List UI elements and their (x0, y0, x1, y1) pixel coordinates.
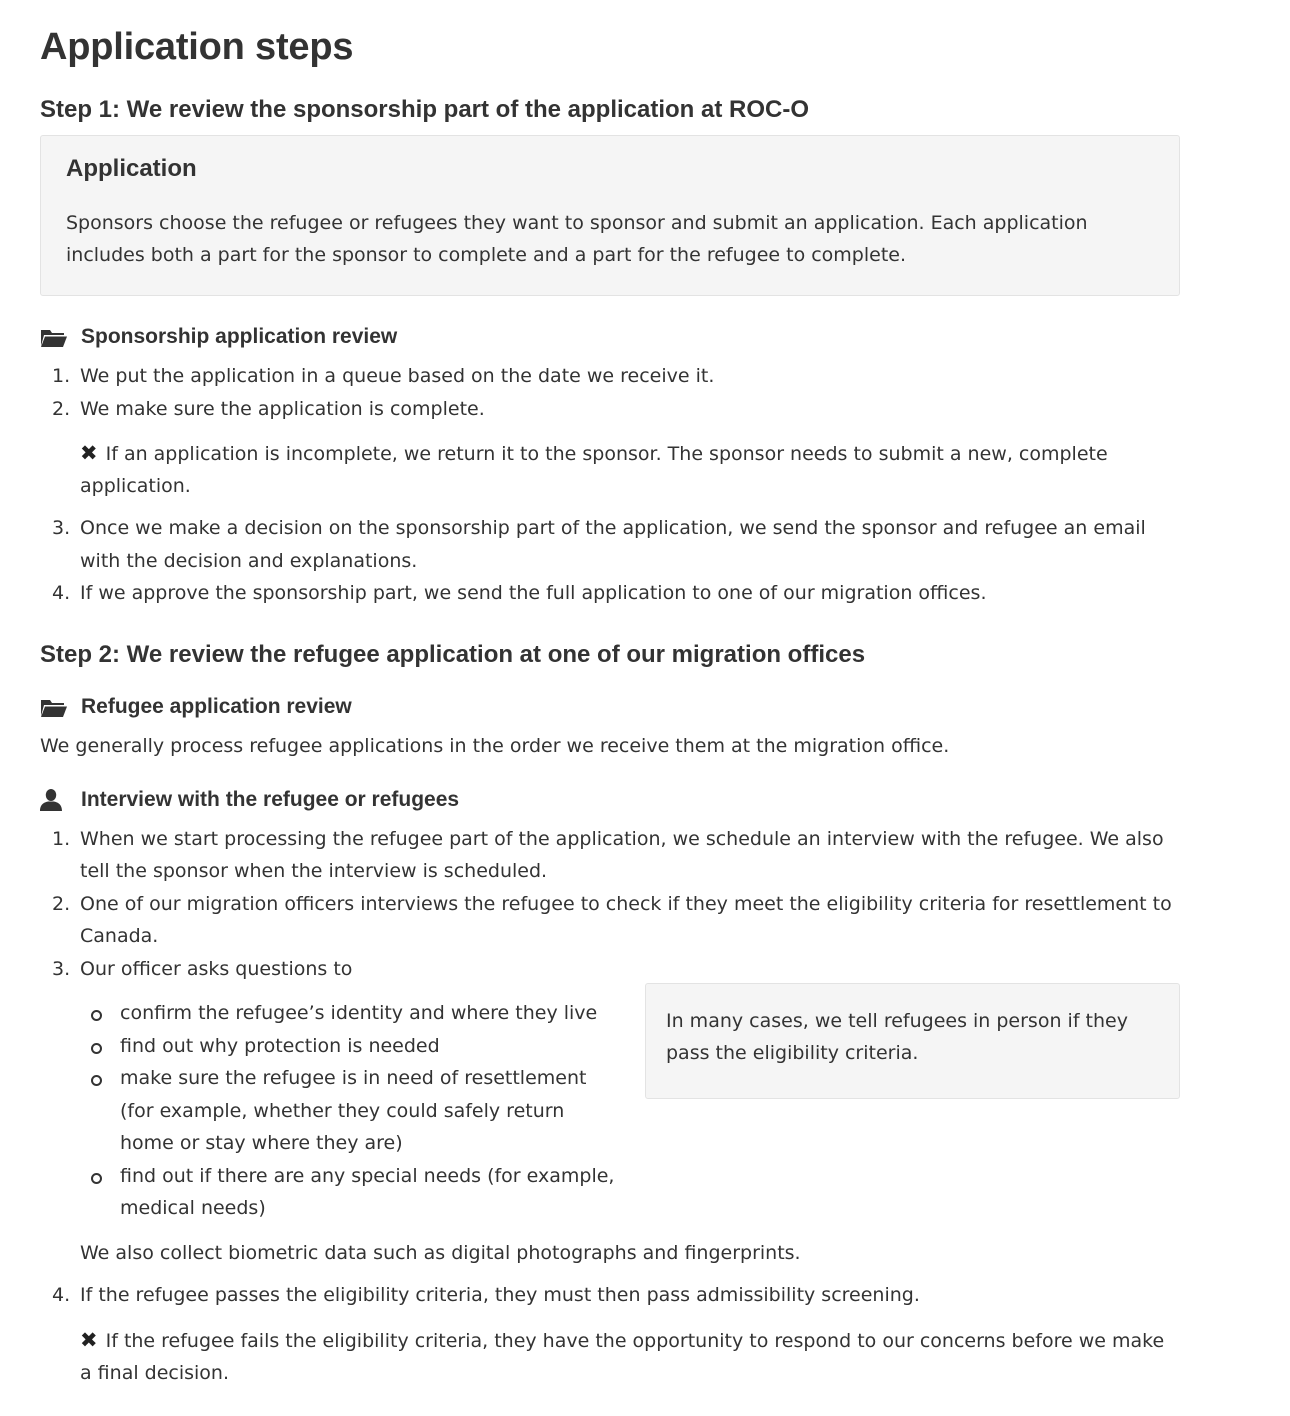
interview-heading (40, 785, 1180, 815)
fail-note-text: If the refugee fails the eligibility criteria, they have the opportunity to respond to our concerns before we make a final decision. (80, 1329, 1165, 1384)
list-item (40, 393, 1180, 503)
eligibility-aside: In many cases, we tell refugees in person if they pass the eligibility criteria. (645, 983, 1180, 1099)
folder-open-icon (40, 325, 68, 349)
list-number: 4. (52, 582, 71, 604)
application-panel (40, 135, 1180, 296)
list-item (40, 360, 1180, 393)
list-item (40, 577, 1180, 610)
bullet-circle-icon (91, 1173, 102, 1184)
incomplete-note (80, 437, 1180, 502)
page-title: Application steps (40, 26, 354, 68)
list-item (80, 1062, 620, 1160)
interview-title: Interview with the refugee or refugees (81, 787, 460, 811)
bullet-circle-icon (91, 1043, 102, 1054)
list-number: 1. (52, 365, 71, 387)
list-item (40, 1279, 1180, 1389)
refugee-review-text: We generally process refugee applications in the order we receive them at the migration office. (40, 734, 950, 757)
interview-steps (40, 823, 1180, 1389)
refugee-review-title: Refugee application review (81, 694, 352, 718)
list-number: 2. (52, 892, 71, 915)
user-icon (40, 788, 68, 812)
close-icon: ✖ (80, 1327, 98, 1352)
list-number: 4. (52, 1284, 71, 1306)
list-item (40, 953, 1180, 1270)
list-item (80, 1030, 620, 1063)
application-panel-title: Application (66, 155, 197, 182)
questions-block (80, 997, 1180, 1225)
biometric-text: We also collect biometric data such as digital photographs and fingerprints. (80, 1242, 801, 1264)
list-item (40, 512, 1180, 577)
questions-list (80, 997, 620, 1225)
list-number: 1. (52, 827, 71, 850)
list-item (40, 823, 1180, 888)
sponsorship-review-title: Sponsorship application review (81, 325, 398, 348)
list-item-text: We put the application in a queue based on the date we receive it. (80, 365, 715, 387)
list-item (80, 997, 620, 1030)
list-item-text: When we start processing the refugee part of the application, we schedule an interview with the refugee. We also tell the sponsor when the interview is scheduled. (80, 827, 1164, 882)
sponsorship-review-heading (40, 322, 1180, 352)
refugee-review-heading (40, 692, 1180, 722)
list-item-text: Our officer asks questions to (80, 957, 353, 980)
question-text: find out why protection is needed (120, 1034, 440, 1057)
list-number: 3. (52, 517, 71, 539)
list-item (40, 888, 1180, 953)
list-item (80, 1160, 620, 1225)
list-item-text: One of our migration officers interviews the refugee to check if they meet the eligibility criteria for resettlement to Canada. (80, 892, 1172, 947)
sponsorship-review-steps (40, 360, 1180, 610)
list-item-text: We make sure the application is complete. (80, 397, 485, 420)
list-item-text: Once we make a decision on the sponsorship part of the application, we send the sponsor and refugee an email with the decision and explanations. (80, 517, 1146, 572)
folder-open-icon (40, 695, 68, 719)
question-text: make sure the refugee is in need of resettlement (for example, whether they could safely return home or stay where they are) (120, 1067, 587, 1154)
list-item-text: If the refugee passes the eligibility criteria, they must then pass admissibility screening. (80, 1284, 920, 1306)
bullet-circle-icon (91, 1075, 102, 1086)
application-panel-text: Sponsors choose the refugee or refugees they want to sponsor and submit an application. Each application includes both a part for the sponsor to complete and a part for the refugee to complete. (66, 212, 1088, 266)
step1-heading: Step 1: We review the sponsorship part of the application at ROC-O (40, 96, 809, 123)
fail-note (80, 1324, 1180, 1389)
list-item-text: If we approve the sponsorship part, we send the full application to one of our migration offices. (80, 582, 987, 604)
incomplete-note-text: If an application is incomplete, we return it to the sponsor. The sponsor needs to submit a new, complete application. (80, 443, 1108, 497)
list-number: 3. (52, 957, 71, 980)
step2-heading: Step 2: We review the refugee application at one of our migration offices (40, 640, 866, 668)
question-text: find out if there are any special needs (for example, medical needs) (120, 1164, 615, 1219)
question-text: confirm the refugee’s identity and where they live (120, 1002, 598, 1024)
bullet-circle-icon (91, 1010, 102, 1021)
close-icon: ✖ (80, 441, 98, 465)
list-number: 2. (52, 397, 71, 420)
